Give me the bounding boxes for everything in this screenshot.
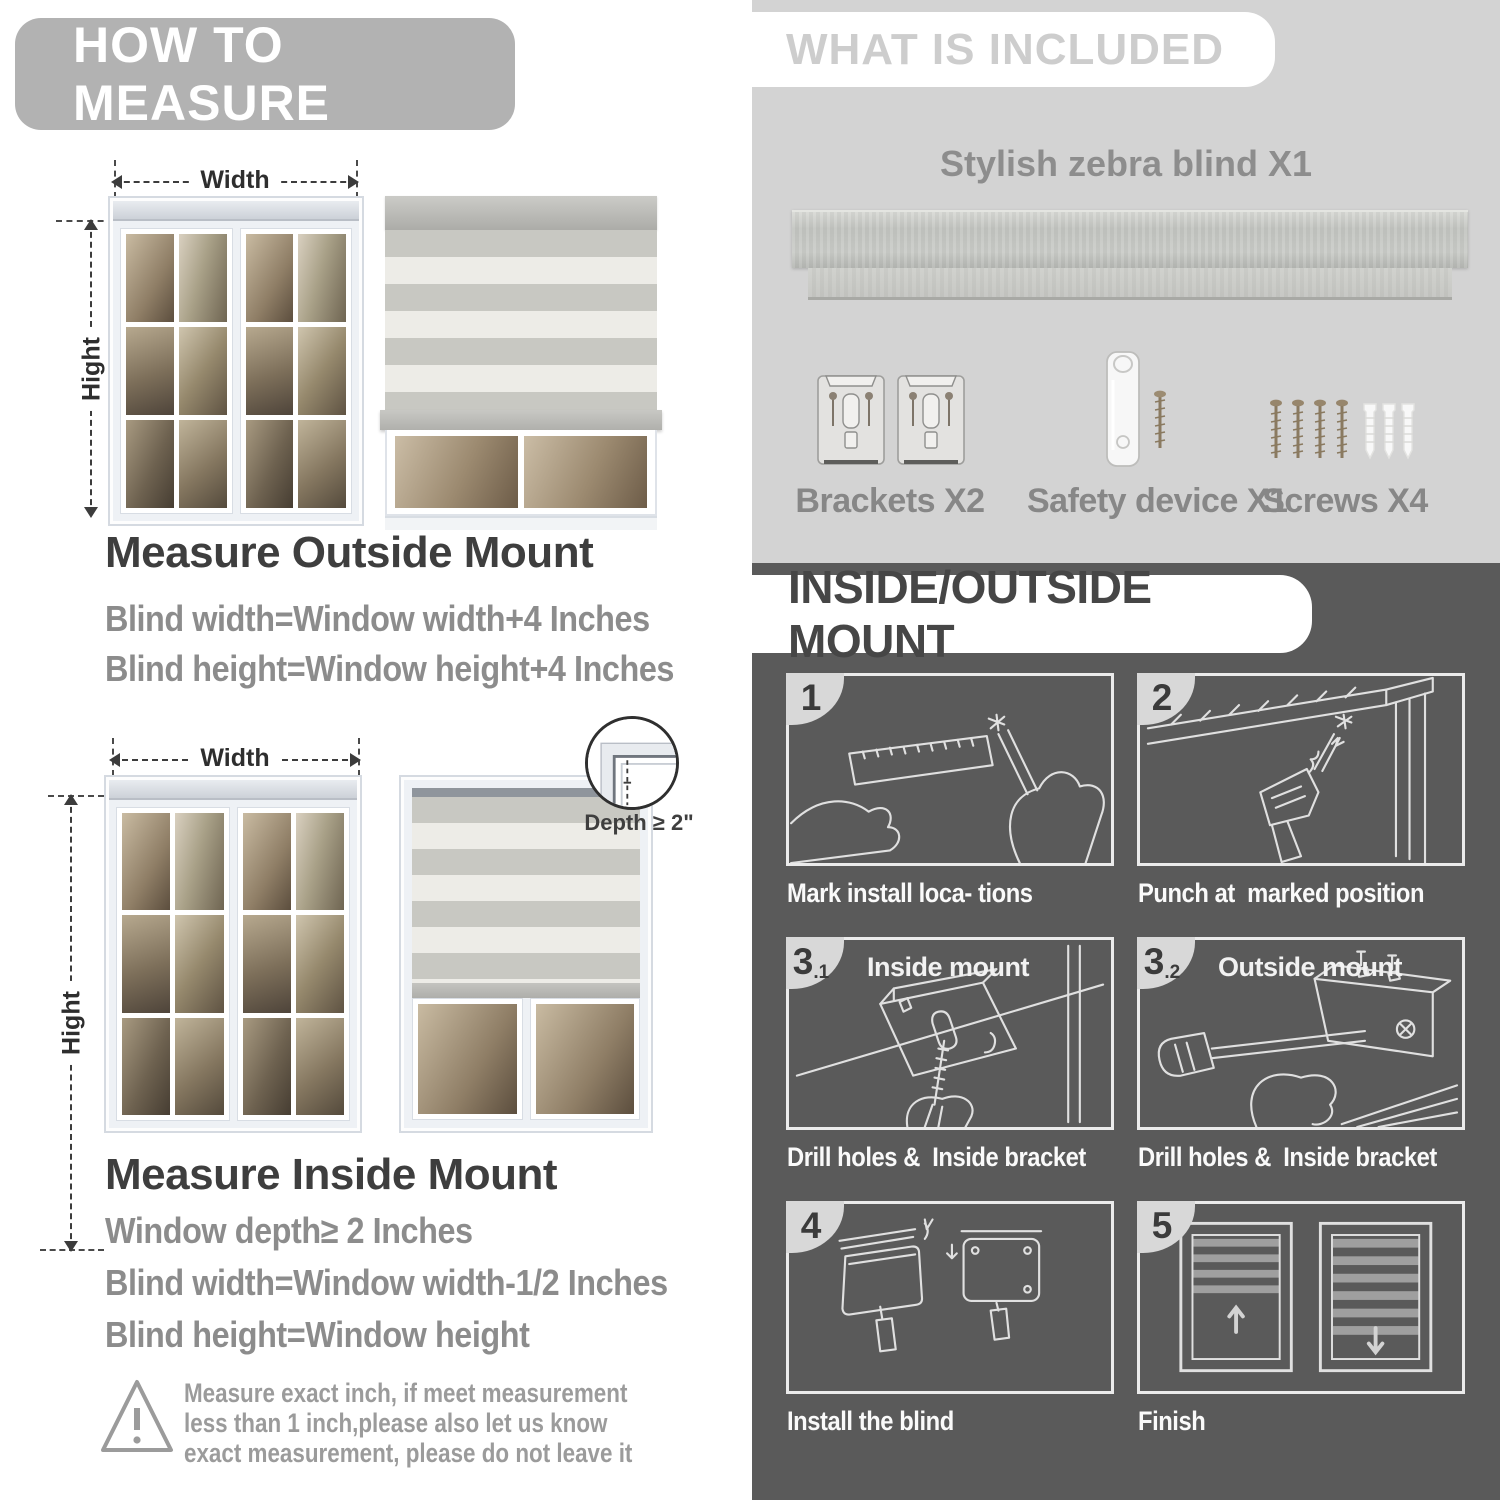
window-pane <box>179 420 227 508</box>
window-sash <box>412 998 523 1120</box>
what-is-included-header <box>752 12 1275 87</box>
window-pane <box>296 915 344 1012</box>
blind-stripes <box>385 230 657 410</box>
warning-text: Measure exact inch, if meet measurement less than 1 inch,please also let us know exact measurement, please do not leave it <box>184 1378 633 1468</box>
window-pane <box>122 1018 170 1115</box>
step-4-illustration <box>789 1204 1111 1391</box>
window-pane <box>243 1018 291 1115</box>
window-pane <box>298 327 346 415</box>
window-sash <box>240 228 353 514</box>
inside-depth-line: Window depth≥ 2 Inches <box>105 1210 473 1251</box>
window-photo-inside <box>104 775 362 1133</box>
window-pane <box>296 1018 344 1115</box>
screws-label: Screws X4 <box>1262 482 1428 520</box>
window-pane <box>298 234 346 322</box>
zebra-blind-headrail-image <box>792 210 1468 268</box>
height-label-fig2: Hight <box>58 981 87 1065</box>
window-pane <box>126 327 174 415</box>
window-pane <box>296 813 344 910</box>
window-pane <box>246 327 294 415</box>
inside-formula-width: Blind width=Window width-1/2 Inches <box>105 1262 668 1303</box>
inside-outside-mount-header <box>752 561 1312 667</box>
brackets-icon <box>816 372 968 470</box>
step-1-caption: Mark install loca- tions <box>787 878 1033 908</box>
step-4-panel <box>786 1201 1114 1394</box>
step-3-2-label: Outside mount <box>1218 952 1402 982</box>
warning-icon <box>96 1374 178 1462</box>
window-pane <box>175 915 223 1012</box>
step-3-2-caption: Drill holes & Inside bracket <box>1138 1142 1437 1172</box>
measure-inside-title: Measure Inside Mount <box>105 1150 558 1199</box>
safety-device-label: Safety device X1 <box>1027 482 1288 520</box>
step-4-caption: Install the blind <box>787 1406 954 1436</box>
zebra-blind-label: Stylish zebra blind X1 <box>939 143 1313 184</box>
height-arrow-fig1 <box>77 222 106 515</box>
window-lintel <box>113 201 359 221</box>
depth-label: Depth ≥ 2" <box>584 810 694 835</box>
width-label-fig2: Width <box>190 744 279 773</box>
outside-formula-height: Blind height=Window height+4 Inches <box>105 648 674 689</box>
step-1-panel <box>786 673 1114 866</box>
height-label-fig1: Hight <box>78 327 107 411</box>
step-3-1-panel <box>786 937 1114 1130</box>
step-5-illustration <box>1140 1204 1462 1391</box>
window-pane <box>175 813 223 910</box>
measure-outside-title: Measure Outside Mount <box>105 528 594 577</box>
step-3-1-label: Inside mount <box>867 952 1029 982</box>
zebra-blind-headrail-lip <box>808 268 1452 300</box>
zebra-blind-outside-figure <box>385 196 657 530</box>
window-sashes <box>116 807 350 1121</box>
blind-bottom-rail <box>412 983 640 998</box>
step-5-number: 5 <box>1137 1201 1195 1253</box>
width-arrow-fig2 <box>112 744 358 772</box>
depth-magnifier-circle <box>585 716 679 810</box>
window-sash <box>116 807 230 1121</box>
step-5-panel <box>1137 1201 1465 1394</box>
window-pane <box>122 915 170 1012</box>
safety-device-icon <box>1105 350 1175 470</box>
width-label-fig1: Width <box>190 166 279 195</box>
window-pane <box>243 813 291 910</box>
step-5-caption: Finish <box>1138 1406 1206 1436</box>
step-2-number: 2 <box>1137 673 1195 725</box>
step-1-illustration <box>789 676 1111 863</box>
screws-icon <box>1268 398 1428 464</box>
window-sashes <box>120 228 352 514</box>
step-3-2-panel <box>1137 937 1465 1130</box>
window-pane <box>243 915 291 1012</box>
window-sash <box>530 998 641 1120</box>
window-sashes <box>412 998 640 1120</box>
height-arrow-fig2 <box>57 797 86 1249</box>
window-corner-detail <box>588 719 676 807</box>
blind-cassette <box>385 196 657 230</box>
window-pane <box>246 420 294 508</box>
window-sash <box>120 228 233 514</box>
window-pane <box>246 234 294 322</box>
window-pane <box>126 420 174 508</box>
step-3-1-caption: Drill holes & Inside bracket <box>787 1142 1086 1172</box>
window-lintel <box>109 780 357 800</box>
inside-formula-height: Blind height=Window height <box>105 1314 530 1355</box>
window-pane <box>418 1004 517 1114</box>
step-2-panel <box>1137 673 1465 866</box>
window-pane <box>179 234 227 322</box>
step-1-number: 1 <box>786 673 844 725</box>
window-pane <box>395 436 518 508</box>
window-pane <box>122 813 170 910</box>
window-pane <box>536 1004 635 1114</box>
how-to-measure-header <box>15 18 515 130</box>
step-2-caption: Punch at marked position <box>1138 878 1425 908</box>
step-4-number: 4 <box>786 1201 844 1253</box>
window-pane <box>126 234 174 322</box>
step-3-2-number: 3 .2 <box>1137 937 1195 989</box>
brackets-label: Brackets X2 <box>795 482 985 520</box>
window-pane <box>524 436 647 508</box>
what-is-included-title: WHAT IS INCLUDED <box>786 24 1225 74</box>
step-3-1-number: 3 .1 <box>786 937 844 989</box>
step-2-illustration <box>1140 676 1462 863</box>
window-below-blind <box>385 430 657 516</box>
window-pane <box>179 327 227 415</box>
blind-bottom-rail <box>380 410 662 430</box>
window-pane <box>298 420 346 508</box>
window-sash <box>237 807 351 1121</box>
how-to-measure-title: HOW TO MEASURE <box>73 17 331 131</box>
inside-outside-mount-title: INSIDE/OUTSIDE MOUNT <box>788 561 1152 667</box>
window-photo-outside <box>108 196 364 526</box>
window-pane <box>175 1018 223 1115</box>
outside-formula-width: Blind width=Window width+4 Inches <box>105 598 650 639</box>
width-arrow-fig1 <box>114 166 356 194</box>
